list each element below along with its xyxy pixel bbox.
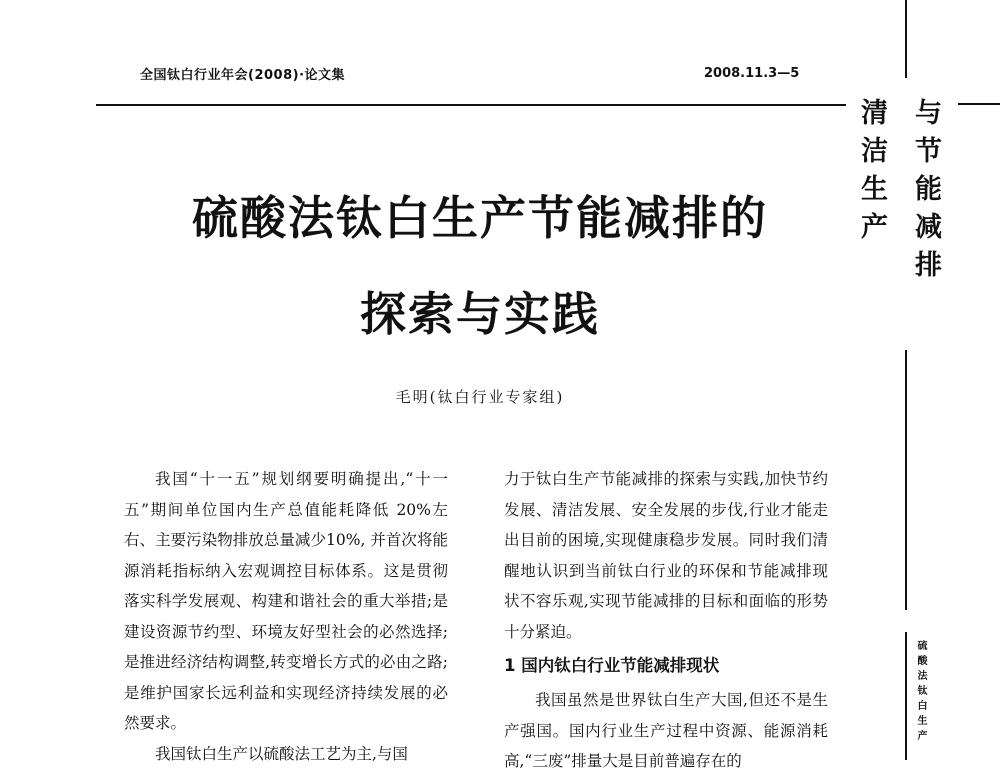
paper-title-line-2: 探索与实践 bbox=[360, 287, 600, 341]
conference-header: 全国钛白行业年会(2008)·论文集 bbox=[140, 68, 346, 83]
body-paragraph: 我国钛白生产以硫酸法工艺为主,与国 bbox=[155, 744, 408, 763]
section-heading: 1 国内钛白行业节能减排现状 bbox=[504, 656, 720, 675]
author-line: 毛明(钛白行业专家组) bbox=[395, 388, 565, 406]
side-tab-lower-text: 硫酸法钛白生产 bbox=[915, 640, 926, 745]
side-rule-top bbox=[905, 0, 907, 78]
body-column-left bbox=[124, 464, 448, 769]
side-rule-bottom bbox=[905, 632, 907, 760]
body-paragraph: 我国虽然是世界钛白生产大国,但还不是生产强国。国内行业生产过程中资源、能源消耗高,“三废”排量大是目前普遍存在的 bbox=[504, 691, 828, 770]
conference-date: 2008.11.3—5 bbox=[704, 66, 800, 81]
side-tab-column-b: 与节能减排 bbox=[910, 98, 941, 288]
body-paragraph-continued: 力于钛白生产节能减排的探索与实践,加快节约发展、清洁发展、安全发展的步伐,行业才能走出目前的困境,实现健康稳步发展。同时我们清醒地认识到当前钛白行业的环保和节能减排现状不容乐观,实现节能减排的目标和面临的形势十分紧迫。 bbox=[504, 470, 828, 641]
body-paragraph: 我国“十一五”规划纲要明确提出,“十一五”期间单位国内生产总值能耗降低 20%左右、主要污染物排放总量减少10%, 并首次将能源消耗指标纳入宏观调控目标体系。这是贯彻落实科学发展观、构建和谐社会的重大举措;是建设资源节约型、环境友好型社会的必然选择;是推进经济结构调整,转变增长方式的必由之路;是维护国家长远利益和实现经济持续发展的必然要求。 bbox=[124, 470, 448, 732]
side-rule-middle bbox=[905, 350, 907, 610]
paper-title-line-1: 硫酸法钛白生产节能减排的 bbox=[192, 191, 768, 245]
side-tab-rule bbox=[958, 103, 1000, 105]
body-column-right bbox=[504, 464, 828, 777]
header-rule bbox=[96, 104, 846, 106]
side-tab-column-a: 清洁生产 bbox=[856, 98, 887, 250]
